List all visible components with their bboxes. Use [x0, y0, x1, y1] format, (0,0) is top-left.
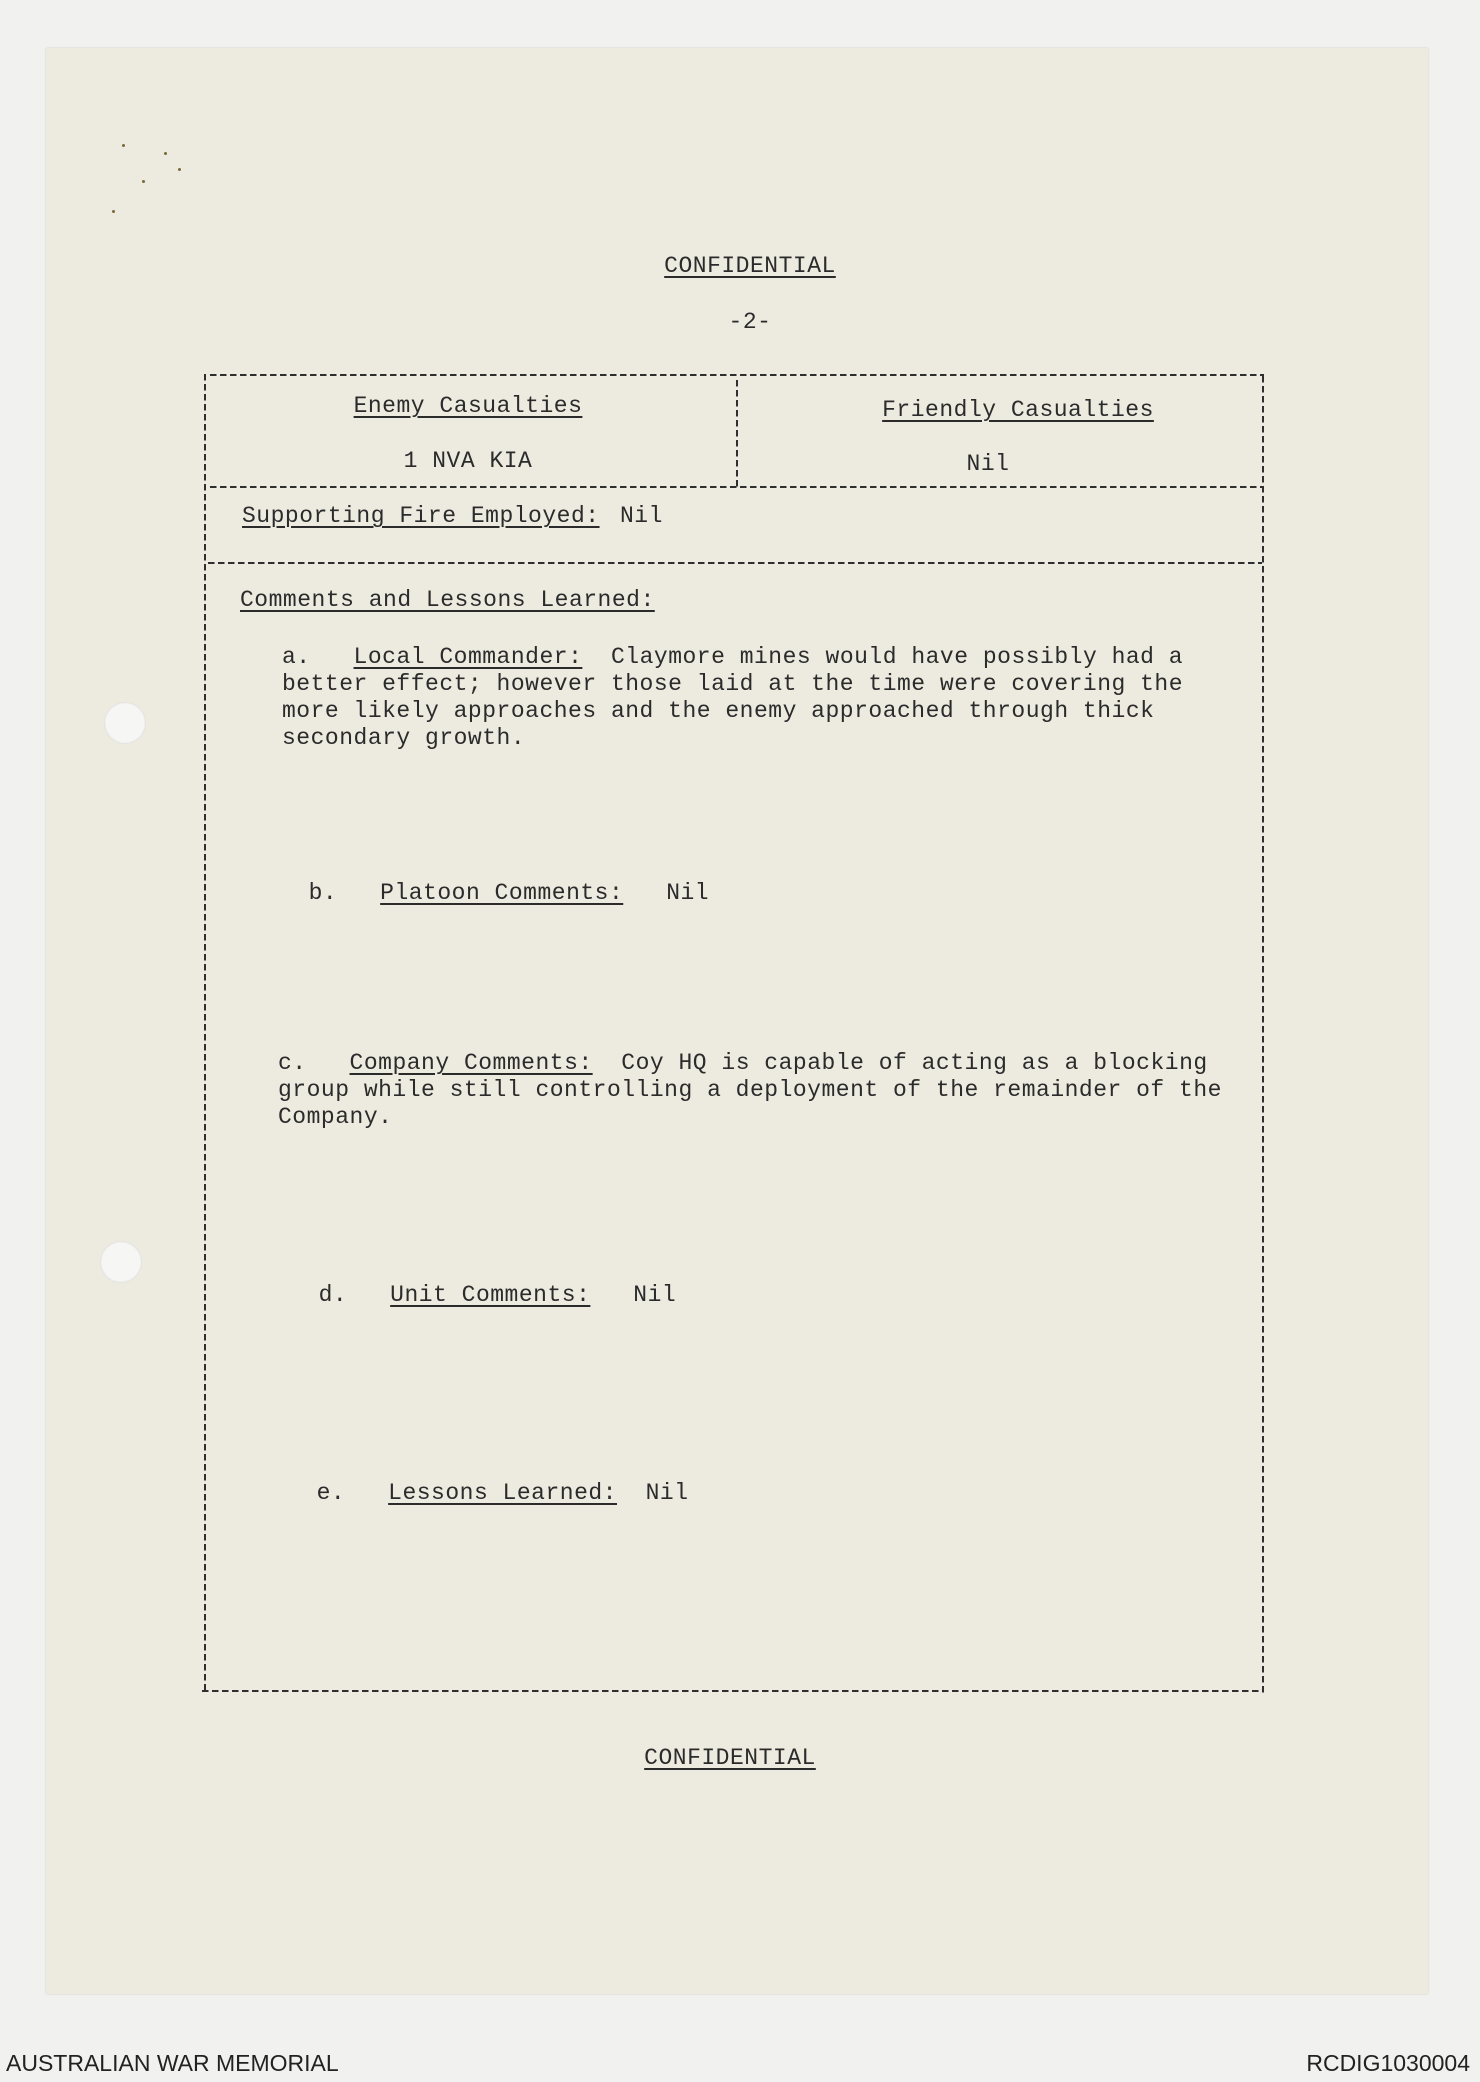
archive-footer-right: RCDIG1030004: [1306, 2050, 1470, 2076]
paper-speck: [112, 210, 115, 213]
table-left-border: [204, 374, 206, 1692]
item-text: Nil: [666, 880, 710, 906]
item-label: Platoon Comments:: [380, 880, 624, 906]
comment-item-e: [288, 1451, 689, 1507]
paper-speck: [164, 152, 167, 155]
enemy-casualties-label: Enemy Casualties: [353, 393, 583, 419]
item-text: Coy HQ is capable of acting as a blocking group while still controlling a deployment of the remainder of the Company.: [278, 1050, 1222, 1130]
item-text: Claymore mines would have possibly had a better effect; however those laid at the time were covering the more likely approaches and the enemy approached through thick secondary growth.: [282, 644, 1184, 751]
comments-heading: Comments and Lessons Learned:: [240, 587, 655, 613]
archive-footer-left: AUSTRALIAN WAR MEMORIAL: [6, 2050, 339, 2076]
item-text: Nil: [645, 1480, 689, 1506]
table-row-divider-2: [208, 562, 1262, 564]
paper-speck: [178, 168, 181, 171]
paper-speck: [122, 144, 125, 147]
punch-hole: [104, 702, 146, 744]
comment-item-b: [280, 851, 709, 907]
enemy-casualties-value: 1 NVA KIA: [403, 448, 533, 474]
document-page: [46, 48, 1428, 1994]
comment-item-d: [290, 1253, 676, 1309]
item-label: Lessons Learned:: [388, 1480, 617, 1506]
supporting-fire-label: Supporting Fire Employed:: [242, 503, 600, 529]
header-confidential: CONFIDENTIAL: [664, 253, 836, 279]
item-letter: d.: [318, 1282, 348, 1308]
item-letter: a.: [282, 644, 311, 670]
comment-item-a: [282, 644, 1242, 752]
footer-confidential: CONFIDENTIAL: [644, 1745, 816, 1771]
friendly-casualties-label: Friendly Casualties: [882, 397, 1154, 423]
item-letter: b.: [308, 880, 338, 906]
item-label: Company Comments:: [349, 1050, 593, 1076]
item-letter: c.: [278, 1050, 307, 1076]
page-number: -2-: [728, 309, 772, 335]
table-column-divider: [736, 380, 738, 488]
item-label: Unit Comments:: [390, 1282, 591, 1308]
supporting-fire-value: Nil: [620, 503, 663, 529]
table-bottom-border: [202, 1690, 1262, 1692]
table-top-border: [210, 374, 1264, 376]
item-label: Local Commander:: [353, 644, 583, 670]
item-text: Nil: [633, 1282, 677, 1308]
friendly-casualties-value: Nil: [966, 451, 1010, 477]
table-row-divider-1: [210, 486, 1262, 488]
comment-item-c: [278, 1050, 1228, 1131]
paper-speck: [142, 180, 145, 183]
item-letter: e.: [316, 1480, 346, 1506]
punch-hole: [100, 1241, 142, 1283]
table-right-border: [1262, 376, 1264, 1694]
